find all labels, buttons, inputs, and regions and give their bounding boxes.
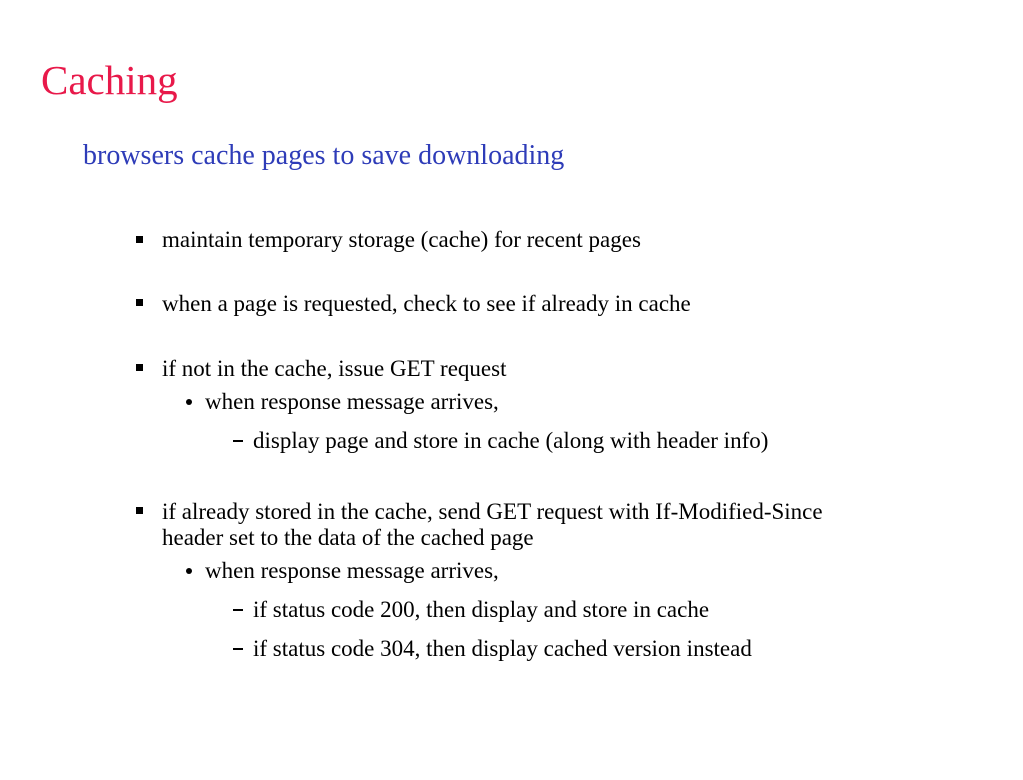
- slide-title: Caching: [41, 57, 178, 103]
- bullet-item-3: if not in the cache, issue GET request: [162, 356, 507, 381]
- sub-sub-bullet-item-4-1-1: if status code 200, then display and store in cache: [253, 597, 710, 622]
- dash-bullet-icon: [233, 609, 243, 611]
- bullet-item-4-line-2: header set to the data of the cached page: [162, 525, 534, 550]
- sub-sub-bullet-item-4-1-2: if status code 304, then display cached version instead: [253, 636, 752, 661]
- square-bullet-icon: [136, 507, 143, 514]
- dot-bullet-icon: [186, 568, 192, 574]
- sub-bullet-item-3-1: when response message arrives,: [205, 389, 499, 414]
- sub-bullet-item-4-1: when response message arrives,: [205, 558, 499, 583]
- square-bullet-icon: [136, 236, 143, 243]
- bullet-item-2: when a page is requested, check to see if already in cache: [162, 291, 691, 316]
- slide-subtitle: browsers cache pages to save downloading: [83, 140, 565, 171]
- dash-bullet-icon: [233, 440, 243, 442]
- sub-sub-bullet-item-3-1-1: display page and store in cache (along with header info): [253, 428, 769, 453]
- dash-bullet-icon: [233, 648, 243, 650]
- square-bullet-icon: [136, 299, 143, 306]
- square-bullet-icon: [136, 364, 143, 371]
- dot-bullet-icon: [186, 399, 192, 405]
- bullet-item-1: maintain temporary storage (cache) for recent pages: [162, 227, 641, 252]
- bullet-item-4-line-1: if already stored in the cache, send GET request with If-Modified-Since: [162, 499, 823, 524]
